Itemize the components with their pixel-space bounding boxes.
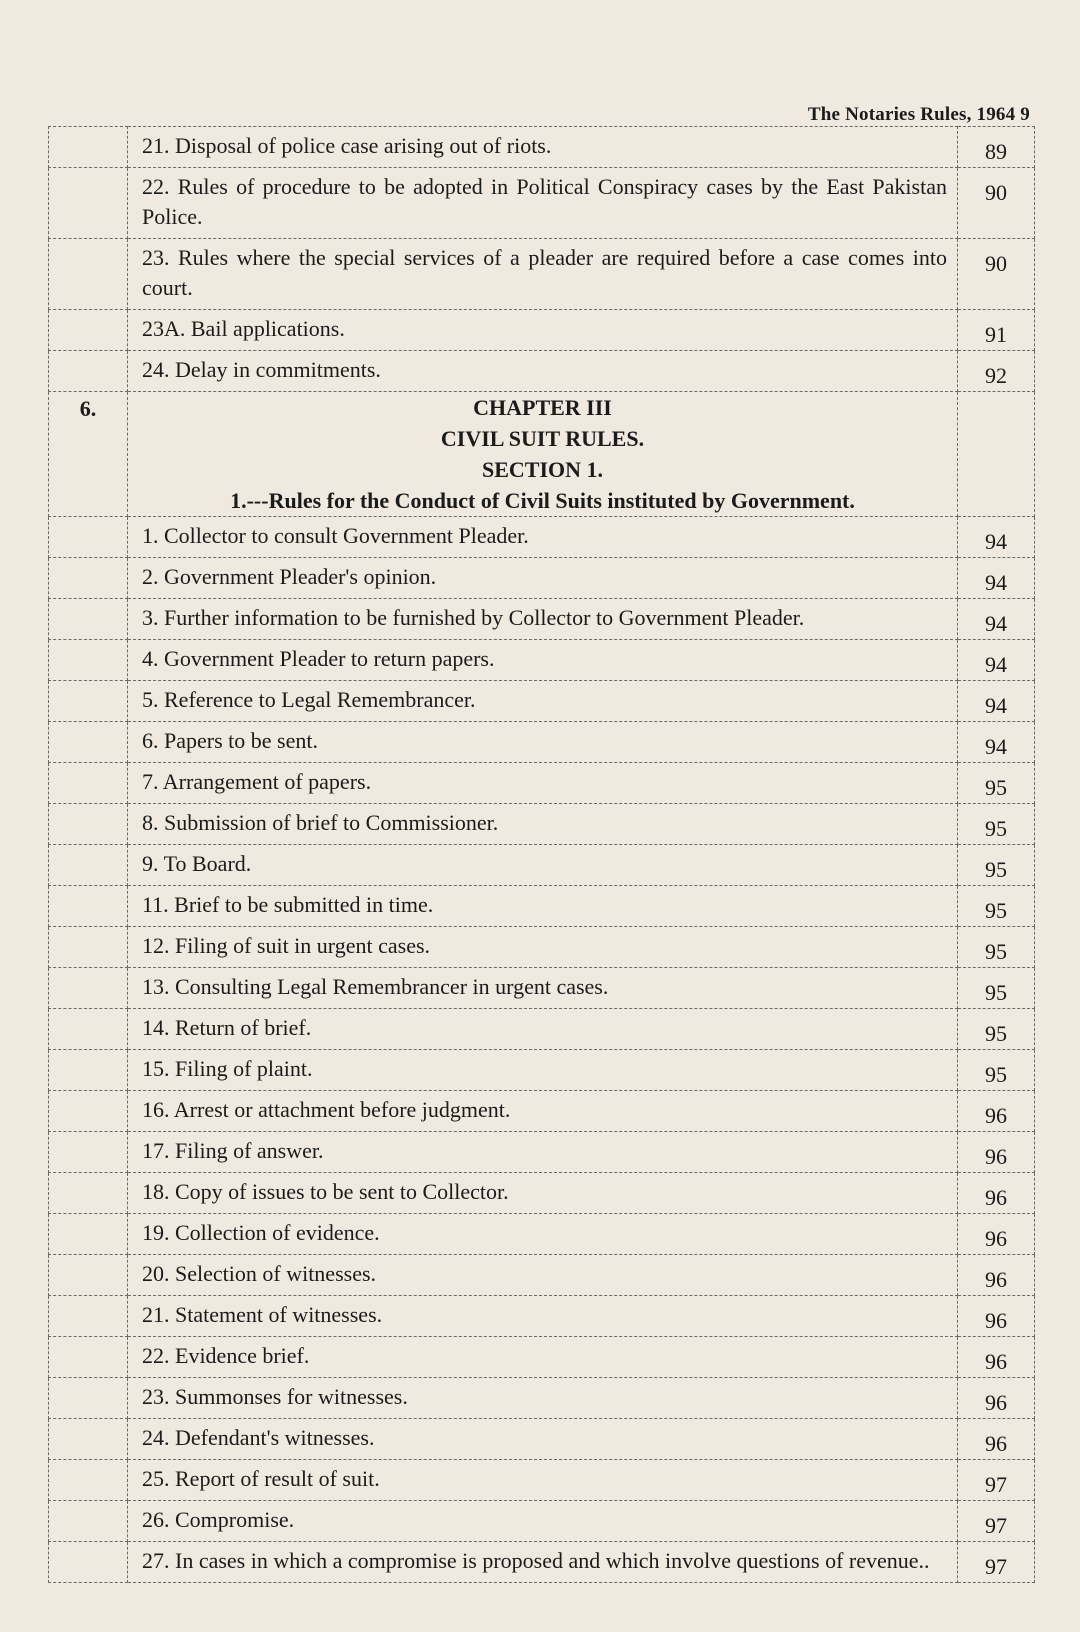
entry-title: 21. Statement of witnesses.	[128, 1296, 958, 1337]
entry-page: 94	[958, 517, 1035, 558]
table-row	[49, 804, 1035, 845]
chapter-heading	[128, 392, 958, 517]
entry-title: 8. Submission of brief to Commissioner.	[128, 804, 958, 845]
table-row	[49, 1009, 1035, 1050]
row-number-cell	[49, 351, 128, 392]
table-row	[49, 168, 1035, 239]
row-number-cell	[49, 1173, 128, 1214]
row-number-cell	[49, 599, 128, 640]
entry-page: 90	[958, 168, 1035, 239]
entry-title: 21. Disposal of police case arising out of riots.	[128, 127, 958, 168]
chapter-heading-block	[49, 392, 1035, 517]
entry-page: 96	[958, 1255, 1035, 1296]
entry-page: 97	[958, 1460, 1035, 1501]
entry-title: 23A. Bail applications.	[128, 310, 958, 351]
row-number-cell	[49, 968, 128, 1009]
contents-rows-top	[49, 127, 1035, 392]
entry-page: 95	[958, 845, 1035, 886]
entry-title: 11. Brief to be submitted in time.	[128, 886, 958, 927]
entry-title: 26. Compromise.	[128, 1501, 958, 1542]
entry-page: 96	[958, 1337, 1035, 1378]
row-number-cell	[49, 845, 128, 886]
row-number-cell	[49, 1378, 128, 1419]
row-number-cell	[49, 558, 128, 599]
table-row	[49, 599, 1035, 640]
entry-page: 92	[958, 351, 1035, 392]
row-number-cell	[49, 1009, 128, 1050]
entry-title: 14. Return of brief.	[128, 1009, 958, 1050]
row-number-cell	[49, 804, 128, 845]
entry-page: 95	[958, 804, 1035, 845]
row-number-cell	[49, 239, 128, 310]
row-number-cell	[49, 1296, 128, 1337]
table-row	[49, 127, 1035, 168]
table-row	[49, 1378, 1035, 1419]
row-number-cell	[49, 168, 128, 239]
entry-page: 90	[958, 239, 1035, 310]
chapter-subtitle: CIVIL SUIT RULES.	[440, 426, 645, 451]
entry-title: 18. Copy of issues to be sent to Collector.	[128, 1173, 958, 1214]
entry-page: 94	[958, 722, 1035, 763]
entry-title: 22. Rules of procedure to be adopted in Political Conspiracy cases by the East Pakistan Police.	[128, 168, 958, 239]
table-row	[49, 640, 1035, 681]
entry-page: 95	[958, 927, 1035, 968]
table-row	[49, 1173, 1035, 1214]
entry-title: 9. To Board.	[128, 845, 958, 886]
running-title: The Notaries Rules, 1964	[807, 104, 1016, 125]
chapter-title: CHAPTER III	[473, 395, 612, 420]
entry-title: 7. Arrangement of papers.	[128, 763, 958, 804]
entry-title: 23. Rules where the special services of a pleader are required before a case comes into court.	[128, 239, 958, 310]
table-row	[49, 1132, 1035, 1173]
table-row	[49, 1337, 1035, 1378]
table-row	[49, 1460, 1035, 1501]
section-heading: SECTION 1.	[481, 457, 604, 482]
row-number-cell	[49, 1501, 128, 1542]
row-number-cell	[49, 127, 128, 168]
entry-title: 19. Collection of evidence.	[128, 1214, 958, 1255]
table-row	[49, 886, 1035, 927]
entry-title: 24. Defendant's witnesses.	[128, 1419, 958, 1460]
entry-title: 24. Delay in commitments.	[128, 351, 958, 392]
row-number-cell	[49, 1419, 128, 1460]
table-row	[49, 239, 1035, 310]
table-row	[49, 517, 1035, 558]
entry-title: 13. Consulting Legal Remembrancer in urgent cases.	[128, 968, 958, 1009]
entry-title: 27. In cases in which a compromise is proposed and which involve questions of revenue..	[128, 1542, 958, 1583]
table-row	[49, 1091, 1035, 1132]
row-number-cell	[49, 886, 128, 927]
entry-page: 95	[958, 968, 1035, 1009]
row-number-cell	[49, 722, 128, 763]
table-row	[49, 763, 1035, 804]
entry-page: 95	[958, 1050, 1035, 1091]
entry-title: 16. Arrest or attachment before judgment.	[128, 1091, 958, 1132]
row-number-cell	[49, 517, 128, 558]
table-row	[49, 722, 1035, 763]
table-row	[49, 1419, 1035, 1460]
entry-title: 6. Papers to be sent.	[128, 722, 958, 763]
entry-title: 1. Collector to consult Government Pleader.	[128, 517, 958, 558]
row-number-cell	[49, 927, 128, 968]
entry-title: 20. Selection of witnesses.	[128, 1255, 958, 1296]
table-row	[49, 1296, 1035, 1337]
entry-page: 94	[958, 599, 1035, 640]
entry-title: 15. Filing of plaint.	[128, 1050, 958, 1091]
row-number-cell	[49, 310, 128, 351]
entry-title: 3. Further information to be furnished by Collector to Government Pleader.	[128, 599, 958, 640]
entry-page: 96	[958, 1378, 1035, 1419]
entry-title: 2. Government Pleader's opinion.	[128, 558, 958, 599]
entry-title: 4. Government Pleader to return papers.	[128, 640, 958, 681]
chapter-row	[49, 392, 1035, 517]
row-number-cell	[49, 1542, 128, 1583]
table-row	[49, 1255, 1035, 1296]
entry-page: 94	[958, 558, 1035, 599]
table-row	[49, 968, 1035, 1009]
entry-page: 95	[958, 886, 1035, 927]
entry-page: 97	[958, 1542, 1035, 1583]
entry-title: 17. Filing of answer.	[128, 1132, 958, 1173]
entry-page: 95	[958, 1009, 1035, 1050]
entry-title: 12. Filing of suit in urgent cases.	[128, 927, 958, 968]
entry-page: 96	[958, 1296, 1035, 1337]
entry-page: 96	[958, 1132, 1035, 1173]
row-number-cell	[49, 1050, 128, 1091]
running-header	[808, 104, 1030, 126]
entry-page: 91	[958, 310, 1035, 351]
row-number-cell	[49, 1460, 128, 1501]
entry-title: 23. Summonses for witnesses.	[128, 1378, 958, 1419]
table-row	[49, 1050, 1035, 1091]
table-row	[49, 1501, 1035, 1542]
entry-title: 25. Report of result of suit.	[128, 1460, 958, 1501]
table-row	[49, 1214, 1035, 1255]
contents-rows-bottom	[49, 517, 1035, 1583]
row-number-cell	[49, 1255, 128, 1296]
chapter-number: 6.	[49, 392, 128, 517]
page-number: 9	[1020, 104, 1030, 125]
table-row	[49, 310, 1035, 351]
table-row	[49, 558, 1035, 599]
table-row	[49, 1542, 1035, 1583]
entry-page: 97	[958, 1501, 1035, 1542]
table-row	[49, 927, 1035, 968]
table-row	[49, 351, 1035, 392]
row-number-cell	[49, 681, 128, 722]
entry-page: 94	[958, 640, 1035, 681]
table-row	[49, 845, 1035, 886]
entry-page: 96	[958, 1214, 1035, 1255]
contents-table	[48, 126, 1035, 1583]
entry-title: 22. Evidence brief.	[128, 1337, 958, 1378]
entry-title: 5. Reference to Legal Remembrancer.	[128, 681, 958, 722]
row-number-cell	[49, 1337, 128, 1378]
row-number-cell	[49, 1091, 128, 1132]
row-number-cell	[49, 640, 128, 681]
entry-page: 96	[958, 1091, 1035, 1132]
row-number-cell	[49, 1214, 128, 1255]
entry-page: 96	[958, 1173, 1035, 1214]
entry-page: 94	[958, 681, 1035, 722]
part-heading: 1.---Rules for the Conduct of Civil Suits instituted by Government.	[230, 488, 855, 513]
table-row	[49, 681, 1035, 722]
chapter-page-cell	[958, 392, 1035, 517]
row-number-cell	[49, 1132, 128, 1173]
row-number-cell	[49, 763, 128, 804]
entry-page: 95	[958, 763, 1035, 804]
entry-page: 89	[958, 127, 1035, 168]
entry-page: 96	[958, 1419, 1035, 1460]
